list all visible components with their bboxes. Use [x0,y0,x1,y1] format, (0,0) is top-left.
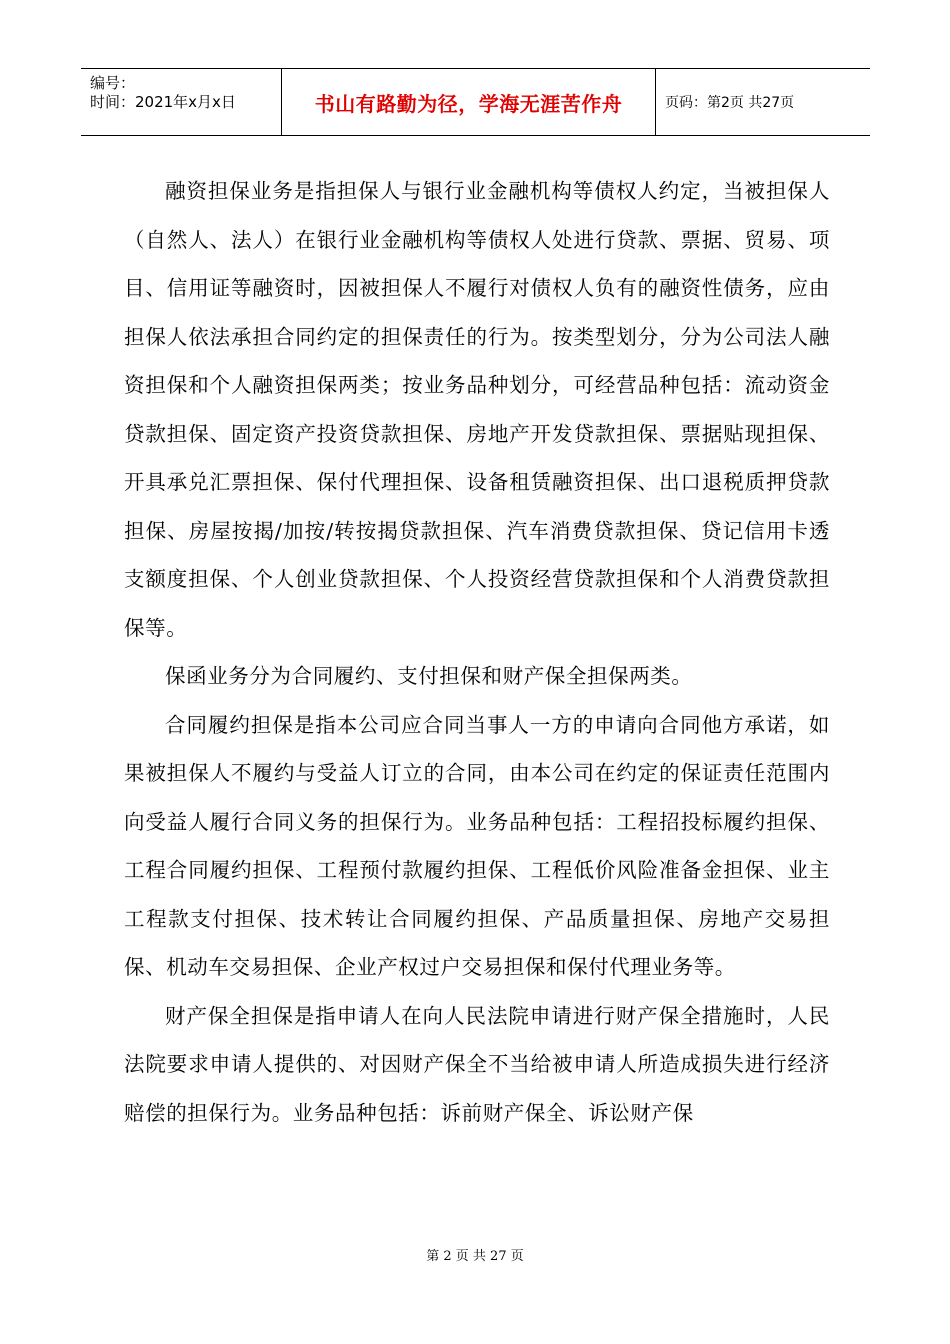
document-time-label: 时间：2021年x月x日 [90,93,236,111]
header-motto: 书山有路勤为径，学海无涯苦作舟 [282,69,656,135]
page-header [81,68,870,136]
page-footer: 第 2 页 共 27 页 [426,1249,524,1264]
paragraph-letter-of-guarantee: 保函业务分为合同履约、支付担保和财产保全担保两类。 [165,664,693,688]
paragraph-contract-performance: 合同履约担保是指本公司应合同当事人一方的申请向合同他方承诺，如果被担保人不履约与受益人订立的合同，由本公司在约定的保证责任范围内向受益人履行合同义务的担保行为。业务品种包括：工程招投标履约担保、工程合同履约担保、工程预付款履约担保、工程低价风险准备金担保、业主工程款支付担保、技术转让合同履约担保、产品质量担保、房地产交易担保、机动车交易担保、企业产权过户交易担保和保付代理业务等。 [124,712,830,979]
paragraph-financing-guarantee: 融资担保业务是指担保人与银行业金融机构等债权人约定，当被担保人（自然人、法人）在银行业金融机构等债权人处进行贷款、票据、贸易、项目、信用证等融资时，因被担保人不履行对债权人负有的融资性债务，应由担保人依法承担合同约定的担保责任的行为。按类型划分，分为公司法人融资担保和个人融资担保两类；按业务品种划分，可经营品种包括：流动资金贷款担保、固定资产投资贷款担保、房地产开发贷款担保、票据贴现担保、开具承兑汇票担保、保付代理担保、设备租赁融资担保、出口退税质押贷款担保、房屋按揭/加按/转按揭贷款担保、汽车消费贷款担保、贷记信用卡透支额度担保、个人创业贷款担保、个人投资经营贷款担保和个人消费贷款担保等。 [124,179,830,640]
header-page-info: 页码：第2页 共27页 [665,95,795,111]
header-meta [81,69,282,135]
document-number-label: 编号： [90,74,136,92]
document-body [124,167,830,1137]
paragraph-property-preservation: 财产保全担保是指申请人在向人民法院申请进行财产保全措施时，人民法院要求申请人提供的、对因财产保全不当给被申请人所造成损失进行经济赔偿的担保行为。业务品种包括：诉前财产保全、诉讼财产保 [124,1003,830,1125]
